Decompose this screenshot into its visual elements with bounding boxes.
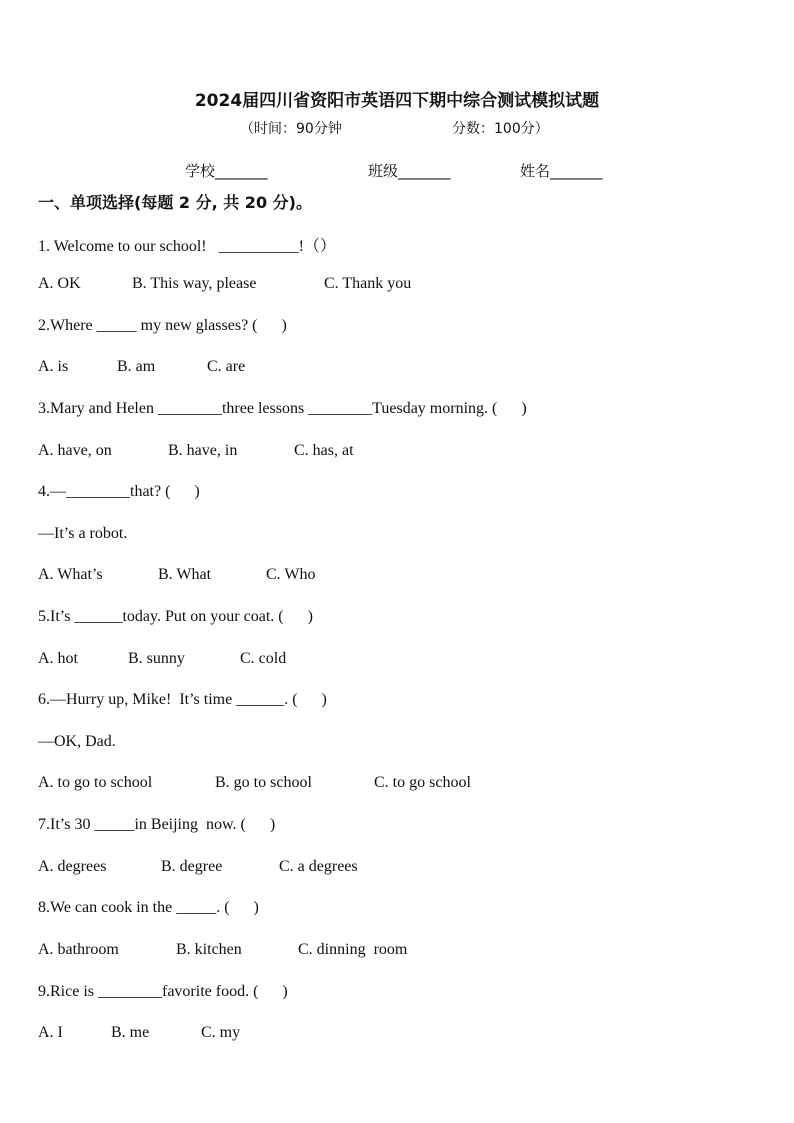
exam-title: 2024届四川省资阳市英语四下期中综合测试模拟试题: [194, 91, 600, 111]
class-field: 班级_______: [368, 162, 451, 180]
question-5-option-b: B. sunny: [128, 650, 185, 667]
question-2-stem: 2.Where _____ my new glasses? ( ): [38, 317, 287, 334]
question-2-option-a: A. is: [38, 358, 69, 375]
question-5-option-a: A. hot: [38, 650, 78, 667]
section-title: 一、单项选择(每题 2 分, 共 20 分)。: [38, 193, 312, 212]
question-1-option-c: C. Thank you: [324, 275, 412, 292]
question-4-option-c: C. Who: [266, 566, 316, 583]
question-7-option-a: A. degrees: [38, 858, 107, 875]
question-9-option-b: B. me: [111, 1024, 150, 1041]
question-4-stem: 4.—________that? ( ): [38, 483, 200, 500]
question-6-answer-line: —OK, Dad.: [38, 733, 116, 750]
question-9-option-a: A. I: [38, 1024, 63, 1041]
name-field: 姓名_______: [520, 162, 603, 180]
question-8-option-b: B. kitchen: [176, 941, 242, 958]
question-2-option-b: B. am: [117, 358, 156, 375]
question-3-option-c: C. has, at: [294, 442, 354, 459]
question-7-stem: 7.It’s 30 _____in Beijing now. ( ): [38, 816, 276, 833]
question-6-option-b: B. go to school: [215, 774, 312, 791]
question-4-option-b: B. What: [158, 566, 212, 583]
question-2-option-c: C. are: [207, 358, 246, 375]
question-7-option-c: C. a degrees: [279, 858, 358, 875]
question-6-option-a: A. to go to school: [38, 774, 153, 791]
question-6-stem: 6.—Hurry up, Mike! It’s time ______. ( ): [38, 691, 327, 708]
question-8-option-c: C. dinning room: [298, 941, 408, 958]
question-8-stem: 8.We can cook in the _____. ( ): [38, 899, 259, 916]
question-1-option-a: A. OK: [38, 275, 81, 292]
question-3-option-a: A. have, on: [38, 442, 112, 459]
question-3-option-b: B. have, in: [168, 442, 238, 459]
question-7-option-b: B. degree: [161, 858, 223, 875]
question-1-stem: 1. Welcome to our school! __________!（）: [38, 238, 336, 255]
question-1-option-b: B. This way, please: [132, 275, 257, 292]
question-3-stem: 3.Mary and Helen ________three lessons ________Tuesday morning. ( ): [38, 400, 527, 417]
question-4-answer-line: —It’s a robot.: [38, 525, 128, 542]
question-9-option-c: C. my: [201, 1024, 241, 1041]
school-field: 学校_______: [185, 162, 268, 180]
exam-time: （时间：90分钟: [240, 121, 342, 137]
question-4-option-a: A. What’s: [38, 566, 103, 583]
question-5-option-c: C. cold: [240, 650, 287, 667]
question-8-option-a: A. bathroom: [38, 941, 119, 958]
question-5-stem: 5.It’s ______today. Put on your coat. ( ): [38, 608, 313, 625]
exam-score: 分数：100分）: [452, 121, 549, 137]
question-6-option-c: C. to go school: [374, 774, 471, 791]
question-9-stem: 9.Rice is ________favorite food. ( ): [38, 983, 288, 1000]
